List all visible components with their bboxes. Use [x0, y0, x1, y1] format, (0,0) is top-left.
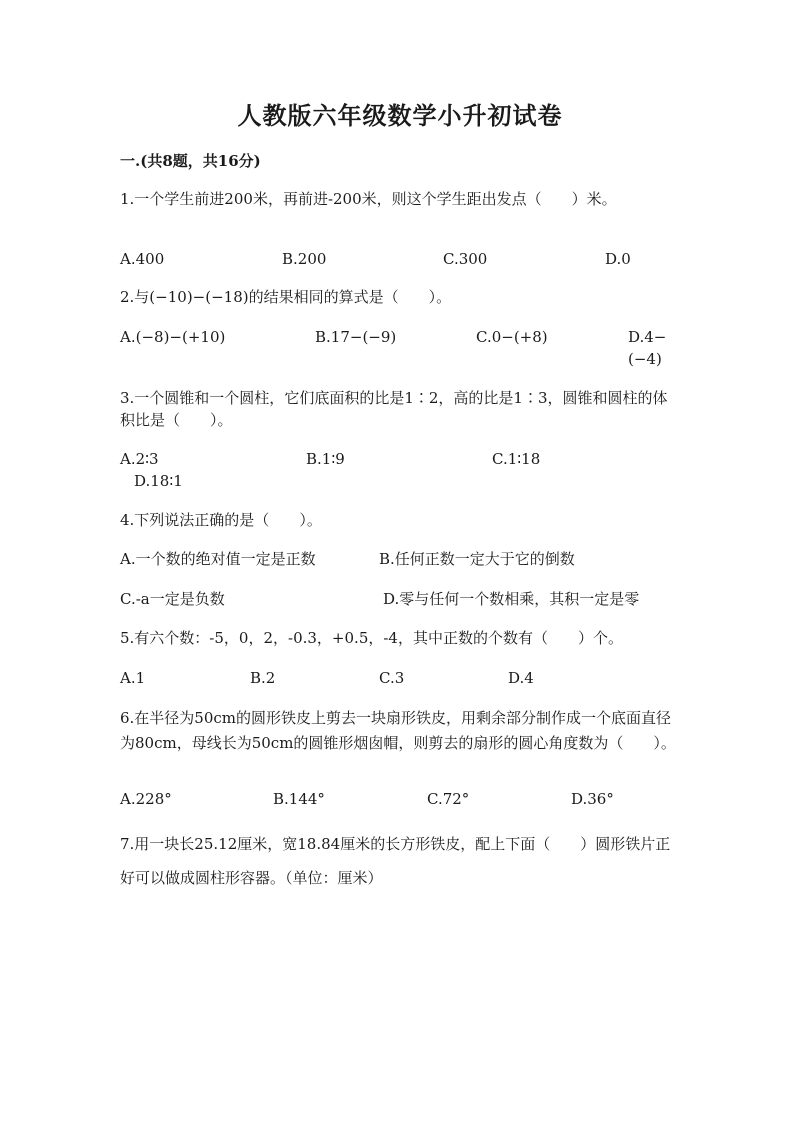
question-2: 2.与(−10)−(−18)的结果相同的算式是（ ）。: [120, 288, 452, 306]
question-7: 7.用一块长25.12厘米，宽18.84厘米的长方形铁皮，配上下面（ ）圆形铁片正好可以做成圆柱形容器。（单位：厘米）: [120, 835, 671, 887]
question-5-option-a: A.1: [120, 669, 146, 687]
question-6-option-c: C.72°: [427, 790, 470, 808]
question-3-option-d: D.18∶1: [134, 472, 183, 490]
question-3-option-c: C.1∶18: [492, 450, 541, 468]
section-heading: 一.(共8题，共16分): [120, 152, 261, 170]
question-3-option-b: B.1∶9: [306, 450, 345, 468]
question-1-option-b: B.200: [282, 250, 327, 268]
question-2-option-a: A.(−8)−(+10): [120, 328, 226, 346]
question-5-option-b: B.2: [250, 669, 276, 687]
question-6-option-d: D.36°: [571, 790, 614, 808]
question-4-option-c: C.-a一定是负数: [120, 590, 225, 608]
question-2-option-d: D.4−(−4): [628, 328, 667, 368]
question-4: 4.下列说法正确的是（ ）。: [120, 511, 322, 529]
question-2-option-b: B.17−(−9): [315, 328, 397, 346]
question-4-option-a: A.一个数的绝对值一定是正数: [120, 550, 316, 568]
question-2-option-c: C.0−(+8): [476, 328, 548, 346]
question-3: 3.一个圆锥和一个圆柱，它们底面积的比是1∶2，高的比是1∶3，圆锥和圆柱的体积比是（ ）。: [120, 389, 668, 429]
question-4-option-b: B.任何正数一定大于它的倒数: [379, 550, 575, 568]
question-6-option-a: A.228°: [120, 790, 172, 808]
question-6: 6.在半径为50cm的圆形铁皮上剪去一块扇形铁皮，用剩余部分制作成一个底面直径为80cm，母线长为50cm的圆锥形烟囱帽，则剪去的扇形的圆心角度数为（ ）。: [120, 709, 676, 752]
question-4-option-d: D.零与任何一个数相乘，其积一定是零: [383, 590, 640, 608]
question-5-option-d: D.4: [508, 669, 534, 687]
question-1-option-d: D.0: [605, 250, 631, 268]
question-1-option-c: C.300: [443, 250, 488, 268]
question-1-option-a: A.400: [120, 250, 165, 268]
page-title: 人教版六年级数学小升初试卷: [237, 101, 563, 130]
question-1: 1.一个学生前进200米，再前进-200米，则这个学生距出发点（ ）米。: [120, 190, 617, 208]
question-5-option-c: C.3: [379, 669, 405, 687]
question-3-option-a: A.2∶3: [120, 450, 159, 468]
question-5: 5.有六个数：-5，0，2，-0.3，+0.5，-4，其中正数的个数有（ ）个。: [120, 629, 623, 647]
question-6-option-b: B.144°: [273, 790, 325, 808]
